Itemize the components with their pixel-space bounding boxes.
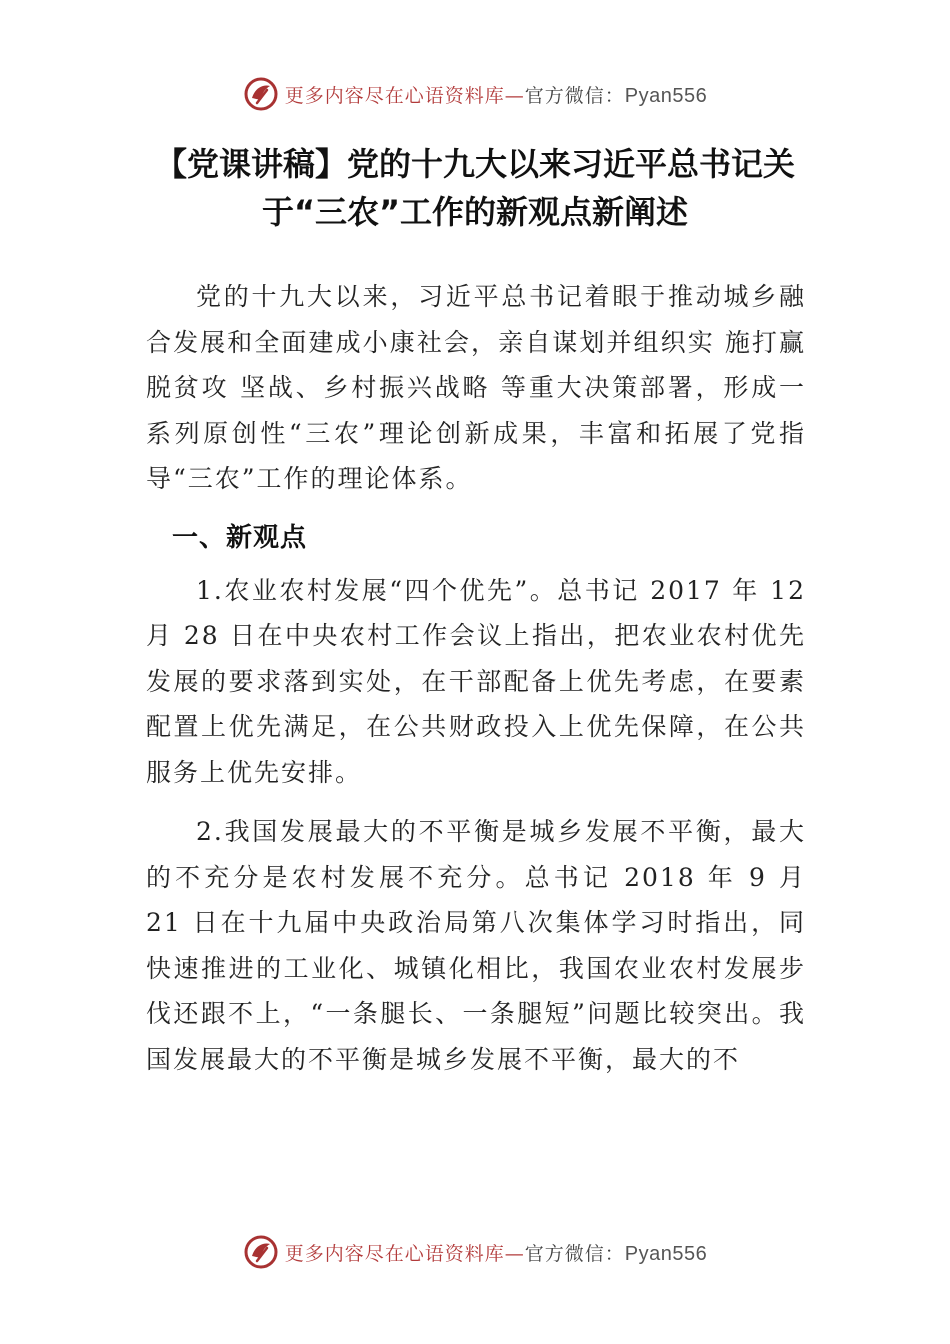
watermark-brand: 更多内容尽在心语资料库: [284, 84, 505, 107]
item-1-paragraph: 1.农业农村发展“四个优先”。总书记 2017 年 12 月 28 日在中央农村工作会议上指出，把农业农村优先发展的要求落到实处，在干部配备上优先考虑，在要素配置上优先满足，在公共财政投入上优先保障，在公共服务上优先安排。: [146, 575, 806, 787]
watermark-separator: —: [504, 1242, 525, 1265]
document-body: [146, 274, 806, 1082]
intro-paragraph: 党的十九大以来，习近平总书记着眼于推动城乡融合发展和全面建成小康社会，亲自谋划并组织实 施打赢 脱贫攻 坚战、乡村振兴战略 等重大决策部署，形成一系列原创性“三农”理论创新成果，丰富和拓展了党指导“三农”工作的理论体系。: [146, 282, 806, 493]
header-watermark: [0, 72, 950, 116]
watermark-wechat-id: Pyan556: [624, 84, 708, 107]
brand-logo-icon: [243, 76, 279, 112]
watermark-text: [285, 81, 708, 108]
watermark-wechat-label: 官方微信：: [524, 1242, 625, 1265]
watermark-brand: 更多内容尽在心语资料库: [284, 1242, 505, 1265]
section-heading-new-viewpoints: 一、新观点: [172, 522, 308, 553]
watermark-separator: —: [504, 84, 525, 107]
document-title: 【党课讲稿】党的十九大以来习近平总书记关于“三农”工作的新观点新阐述: [154, 145, 795, 231]
watermark-wechat-id: Pyan556: [624, 1242, 708, 1265]
footer-watermark: [0, 1230, 950, 1274]
brand-logo-icon: [243, 1234, 279, 1270]
watermark-wechat-label: 官方微信：: [524, 84, 625, 107]
watermark-text: [285, 1239, 708, 1266]
item-2-paragraph: 2.我国发展最大的不平衡是城乡发展不平衡，最大的不充分是农村发展不充分。总书记 2018 年 9 月 21 日在十九届中央政治局第八次集体学习时指出，同快速推进的工业化、城镇化相比，我国农业农村发展步伐还跟不上，“一条腿长、一条腿短”问题比较突出。我国发展最大的不平衡是城乡发展不平衡，最大的不: [146, 817, 806, 1074]
